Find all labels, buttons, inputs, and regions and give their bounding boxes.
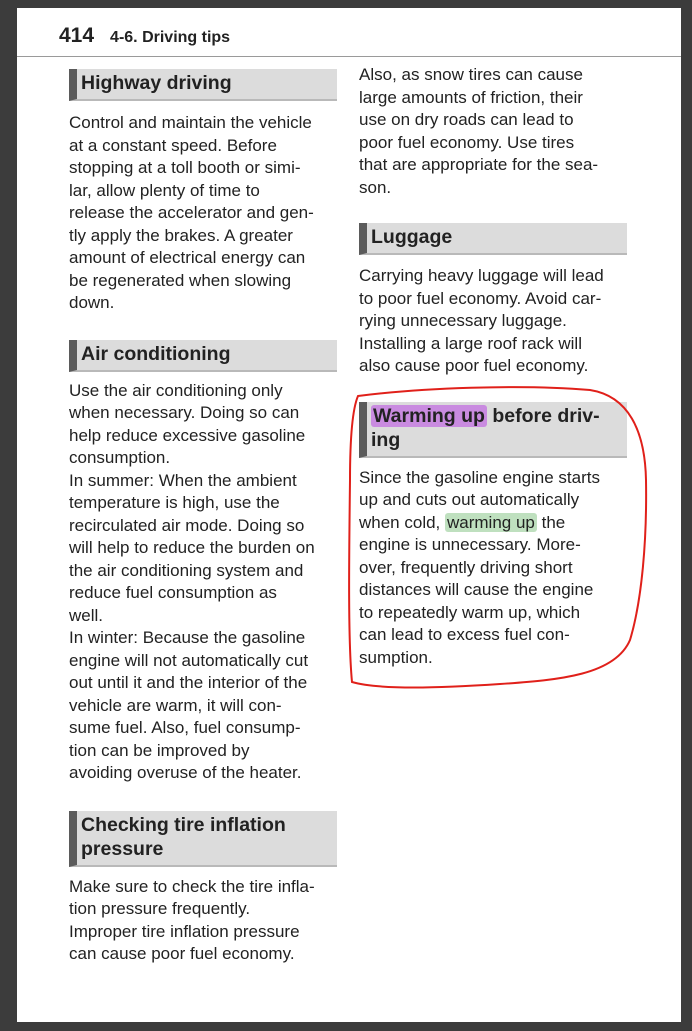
page-header <box>59 24 230 54</box>
page-number: 414 <box>59 24 95 47</box>
highway-paragraph <box>69 112 337 315</box>
text-line: down. <box>69 293 115 312</box>
snow-tires-paragraph <box>359 64 627 199</box>
text-line: consumption. <box>69 448 171 467</box>
text-line: well. <box>69 605 104 625</box>
text-line: release the accelerator and gen- <box>69 203 314 222</box>
highlight-warming-up-body: warming up <box>447 512 535 532</box>
text-line: will help to reduce the burden on <box>69 538 315 557</box>
text-line: that are appropriate for the sea- <box>359 155 599 174</box>
text-line: large amounts of friction, their <box>359 87 583 107</box>
text-line: vehicle are warm, it will con- <box>69 695 282 715</box>
heading-line: pressure <box>81 837 164 860</box>
text-line: engine will not automatically cut <box>69 650 309 670</box>
right-column <box>359 64 627 669</box>
text-line: avoiding overuse of the heater. <box>69 763 302 782</box>
text-line: tly apply the brakes. A greater <box>69 225 293 245</box>
text-line: over, frequently driving short <box>359 557 573 577</box>
heading-line <box>371 404 621 428</box>
text-line: can lead to excess fuel con- <box>359 625 570 644</box>
text-line: lar, allow plenty of time to <box>69 180 260 200</box>
text-line: use on dry roads can lead to <box>359 110 574 129</box>
text-line: Improper tire inflation pressure <box>69 921 300 941</box>
text-line: to poor fuel economy. Avoid car- <box>359 288 602 308</box>
header-divider <box>17 56 681 57</box>
air-conditioning-paragraph <box>69 380 337 785</box>
text-line: Use the air conditioning only <box>69 380 283 400</box>
section-title: 4-6. Driving tips <box>110 29 231 46</box>
text-line: out until it and the interior of the <box>69 673 308 692</box>
text-line: when necessary. Doing so can <box>69 403 300 422</box>
highlight-warming-up-heading: Warming up <box>373 404 485 427</box>
text-line: stopping at a toll booth or simi- <box>69 158 301 177</box>
text-line: tion pressure frequently. <box>69 899 251 918</box>
text-line: Carrying heavy luggage will lead <box>359 266 604 285</box>
heading-line: Checking tire inflation <box>81 813 286 836</box>
manual-page <box>17 8 681 1022</box>
text-line: up and cuts out automatically <box>359 490 580 509</box>
text-line: In summer: When the ambient <box>69 470 297 490</box>
text-line <box>359 512 627 535</box>
text-line: be regenerated when slowing <box>69 270 292 290</box>
warming-up-paragraph <box>359 467 627 670</box>
text-fragment: the <box>536 512 566 532</box>
text-line: son. <box>359 177 392 197</box>
tire-pressure-heading <box>69 811 337 867</box>
text-line: reduce fuel consumption as <box>69 583 277 602</box>
text-line: tion can be improved by <box>69 740 250 760</box>
text-line: to repeatedly warm up, which <box>359 602 581 622</box>
text-line: at a constant speed. Before <box>69 135 277 155</box>
text-line: Since the gasoline engine starts <box>359 467 600 487</box>
text-line: also cause poor fuel economy. <box>359 356 589 375</box>
text-line: sumption. <box>359 647 433 667</box>
left-column <box>69 69 337 966</box>
text-line: Also, as snow tires can cause <box>359 65 583 84</box>
text-line: recirculated air mode. Doing so <box>69 515 305 535</box>
text-line: temperature is high, use the <box>69 493 280 512</box>
text-line: Make sure to check the tire infla- <box>69 876 315 896</box>
tire-pressure-paragraph <box>69 876 337 966</box>
text-line: distances will cause the engine <box>359 580 594 599</box>
text-line: In winter: Because the gasoline <box>69 628 306 647</box>
text-line: amount of electrical energy can <box>69 248 306 267</box>
text-line: the air conditioning system and <box>69 560 304 580</box>
text-line: Installing a large roof rack will <box>359 333 582 353</box>
text-line: poor fuel economy. Use tires <box>359 132 575 152</box>
luggage-paragraph <box>359 265 627 378</box>
text-line: sume fuel. Also, fuel consump- <box>69 718 301 737</box>
warming-up-heading <box>359 402 627 458</box>
text-line: Control and maintain the vehicle <box>69 113 312 132</box>
text-line: rying unnecessary luggage. <box>359 311 567 330</box>
heading-text: before driv- <box>486 404 600 427</box>
highway-heading: Highway driving <box>69 69 337 101</box>
text-line: engine is unnecessary. More- <box>359 535 581 554</box>
heading-line: ing <box>371 428 401 451</box>
luggage-heading: Luggage <box>359 223 627 255</box>
text-line: help reduce excessive gasoline <box>69 425 306 445</box>
text-fragment: when cold, <box>359 512 445 532</box>
air-conditioning-heading: Air conditioning <box>69 340 337 372</box>
text-line: can cause poor fuel economy. <box>69 944 295 963</box>
